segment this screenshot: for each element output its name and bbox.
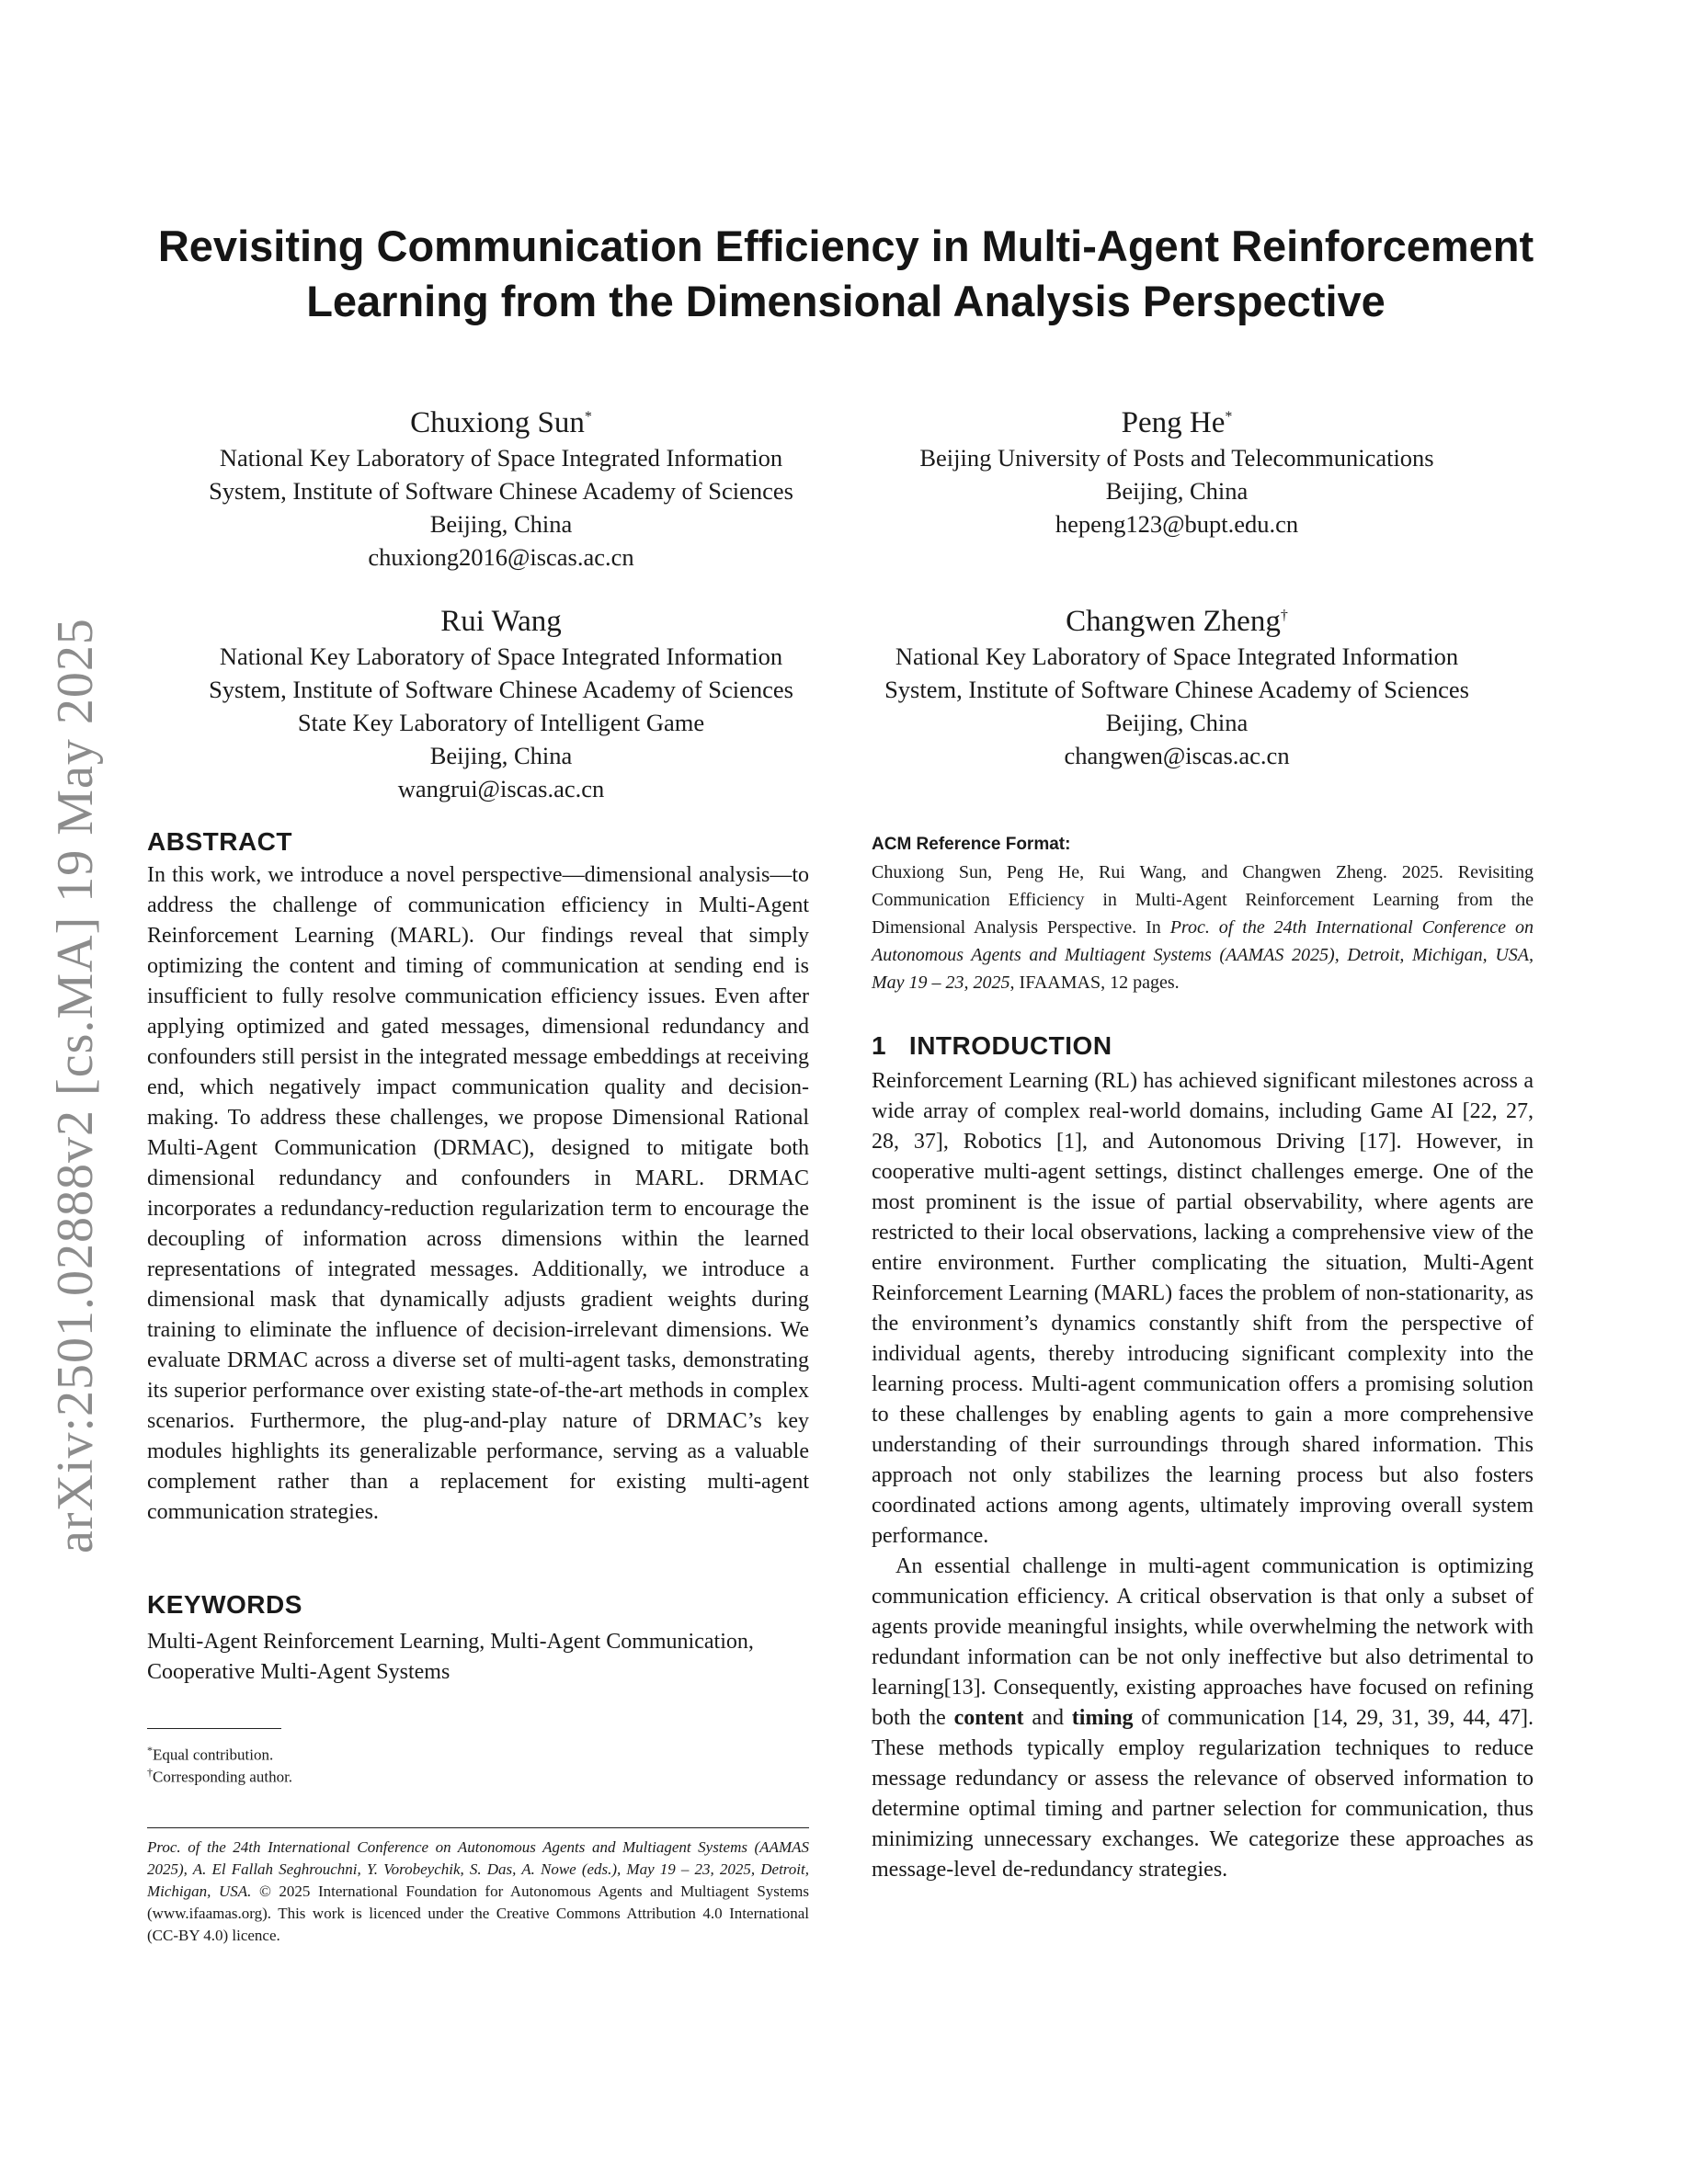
- author-email[interactable]: chuxiong2016@iscas.ac.cn: [368, 543, 634, 571]
- proceedings-rule: [147, 1827, 809, 1828]
- proceedings-citation: Proc. of the 24th International Conference on Autonomous Agents and Multiagent Systems (AAMAS 2025), A. El Fallah Seghrouchni, Y. Vorobeychik, S. Das, A. Nowe (eds.), May 19 – 23, 2025, Detroit, Michigan, USA.: [147, 1838, 809, 1900]
- paper-title: Revisiting Communication Efficiency in Multi-Agent Reinforcement Learning from the Dimensional Analysis Perspective: [157, 222, 1534, 325]
- introduction-paragraph-2: An essential challenge in multi-agent communication is optimizing communication efficiency. A critical observation is that only a subset of agents provide meaningful insights, while overwhelming the network with redundant information can be not only ineffective but also detrimental to learning[13]. Consequently, existing approaches have focused on refining both the content and timing of communication [14, 29, 31, 39, 44, 47]. These methods typically employ regularization techniques to reduce message redundancy or assess the relevance of observed information to determine optimal timing and partner selection for communication, thus minimizing unnecessary exchanges. We categorize these approaches as message-level de-redundancy strategies.: [872, 1554, 1534, 1882]
- abstract-heading: ABSTRACT: [147, 827, 292, 856]
- author-block-3: [175, 603, 827, 805]
- arxiv-identifier: arXiv:2501.02888v2 [cs.MA] 19 May 2025: [47, 618, 104, 1553]
- author-affiliation: Beijing University of Posts and Telecommunications: [919, 444, 1434, 472]
- acm-reference-heading: ACM Reference Format:: [872, 835, 1071, 854]
- introduction-paragraph-1: Reinforcement Learning (RL) has achieved significant milestones across a wide array of complex real-world domains, including Game AI [22, 27, 28, 37], Robotics [1], and Autonomous Driving [17]. However, in cooperative multi-agent settings, distinct challenges emerge. One of the most prominent is the issue of partial observability, where agents are restricted to their local observations, lacking a comprehensive view of the entire environment. Further complicating the situation, Multi-Agent Reinforcement Learning (MARL) faces the problem of non-stationarity, as the environment’s dynamics constantly shift from the perspective of individual agents, thereby introducing significant complexity into the learning process. Multi-agent communication offers a promising solution to these challenges by enabling agents to gain a more comprehensive understanding of their surroundings through shared information. This approach not only stabilizes the learning process but also fosters coordinated actions among agents, ultimately improving overall system performance.: [872, 1069, 1534, 1548]
- author-name: Rui Wang: [440, 605, 562, 638]
- abstract-text: In this work, we introduce a novel perspective—dimensional analysis—to address the challenge of communication efficiency in Multi-Agent Reinforcement Learning (MARL). Our findings reveal that simply optimizing the content and timing of communication at sending end is insufficient to fully resolve communication efficiency issues. Even after applying optimized and gated messages, dimensional redundancy and confounders still persist in the integrated message embeddings at receiving end, which negatively impact communication quality and decision-making. To address these challenges, we propose Dimensional Rational Multi-Agent Communication (DRMAC), designed to mitigate both dimensional redundancy and confounders in MARL. DRMAC incorporates a redundancy-reduction regularization term to encourage the decoupling of information across dimensions within the learned representations of integrated messages. Additionally, we introduce a dimensional mask that dynamically adjusts gradient weights during training to eliminate the influence of decision-irrelevant dimensions. We evaluate DRMAC across a diverse set of multi-agent tasks, demonstrating its superior performance over existing state-of-the-art methods in complex scenarios. Furthermore, the plug-and-play nature of DRMAC’s key modules highlights its generalizable performance, serving as a valuable complement rather than a replacement for existing multi-agent communication strategies.: [147, 863, 809, 1524]
- author-name: Peng He*: [1121, 406, 1233, 439]
- author-name: Changwen Zheng†: [1066, 605, 1288, 638]
- footnote-rule: [147, 1728, 281, 1729]
- keywords-heading: KEYWORDS: [147, 1590, 302, 1619]
- author-location: Beijing, China: [429, 510, 573, 538]
- author-affiliation: National Key Laboratory of Space Integrated Information: [219, 444, 783, 472]
- introduction-section: [872, 1031, 1534, 1885]
- footnote-equal-contribution: *Equal contribution.: [147, 1744, 274, 1764]
- acm-reference-section: [872, 835, 1534, 996]
- author-block-4: [846, 603, 1508, 772]
- author-location: Beijing, China: [1105, 709, 1249, 736]
- proceedings-copyright: © 2025 International Foundation for Autonomous Agents and Multiagent Systems (www.ifaamas.org). This work is licenced under the Creative Commons Attribution 4.0 International (CC-BY 4.0) licence.: [147, 1883, 809, 1944]
- author-location: Beijing, China: [1105, 477, 1249, 505]
- keywords-text: Multi-Agent Reinforcement Learning, Multi-Agent Communication, Cooperative Multi-Agent Systems: [147, 1630, 754, 1684]
- author-affiliation: National Key Laboratory of Space Integrated Information: [895, 643, 1459, 670]
- abstract-section: [147, 827, 809, 1528]
- author-affiliation: System, Institute of Software Chinese Academy of Sciences: [209, 676, 793, 703]
- author-name: Chuxiong Sun*: [410, 406, 592, 439]
- author-affiliation: State Key Laboratory of Intelligent Game: [297, 709, 705, 736]
- author-email[interactable]: hepeng123@bupt.edu.cn: [1055, 510, 1299, 538]
- author-block-2: [846, 404, 1508, 540]
- author-location: Beijing, China: [429, 742, 573, 769]
- author-affiliation: System, Institute of Software Chinese Academy of Sciences: [884, 676, 1469, 703]
- author-email[interactable]: changwen@iscas.ac.cn: [1064, 742, 1290, 769]
- author-affiliation: National Key Laboratory of Space Integrated Information: [219, 643, 783, 670]
- acm-reference-text: Chuxiong Sun, Peng He, Rui Wang, and Changwen Zheng. 2025. Revisiting Communication Efficiency in Multi-Agent Reinforcement Learning from the Dimensional Analysis Perspective. In Proc. of the 24th International Conference on Autonomous Agents and Multiagent Systems (AAMAS 2025), Detroit, Michigan, USA, May 19 – 23, 2025, IFAAMAS, 12 pages.: [872, 862, 1534, 993]
- keywords-section: [147, 1590, 809, 1688]
- introduction-heading: 1 INTRODUCTION: [872, 1031, 1112, 1060]
- author-affiliation: System, Institute of Software Chinese Academy of Sciences: [209, 477, 793, 505]
- author-email[interactable]: wangrui@iscas.ac.cn: [397, 775, 605, 802]
- author-block-1: [175, 404, 827, 574]
- footnote-corresponding-author: †Corresponding author.: [147, 1766, 293, 1786]
- proceedings-notice: [147, 1837, 809, 1947]
